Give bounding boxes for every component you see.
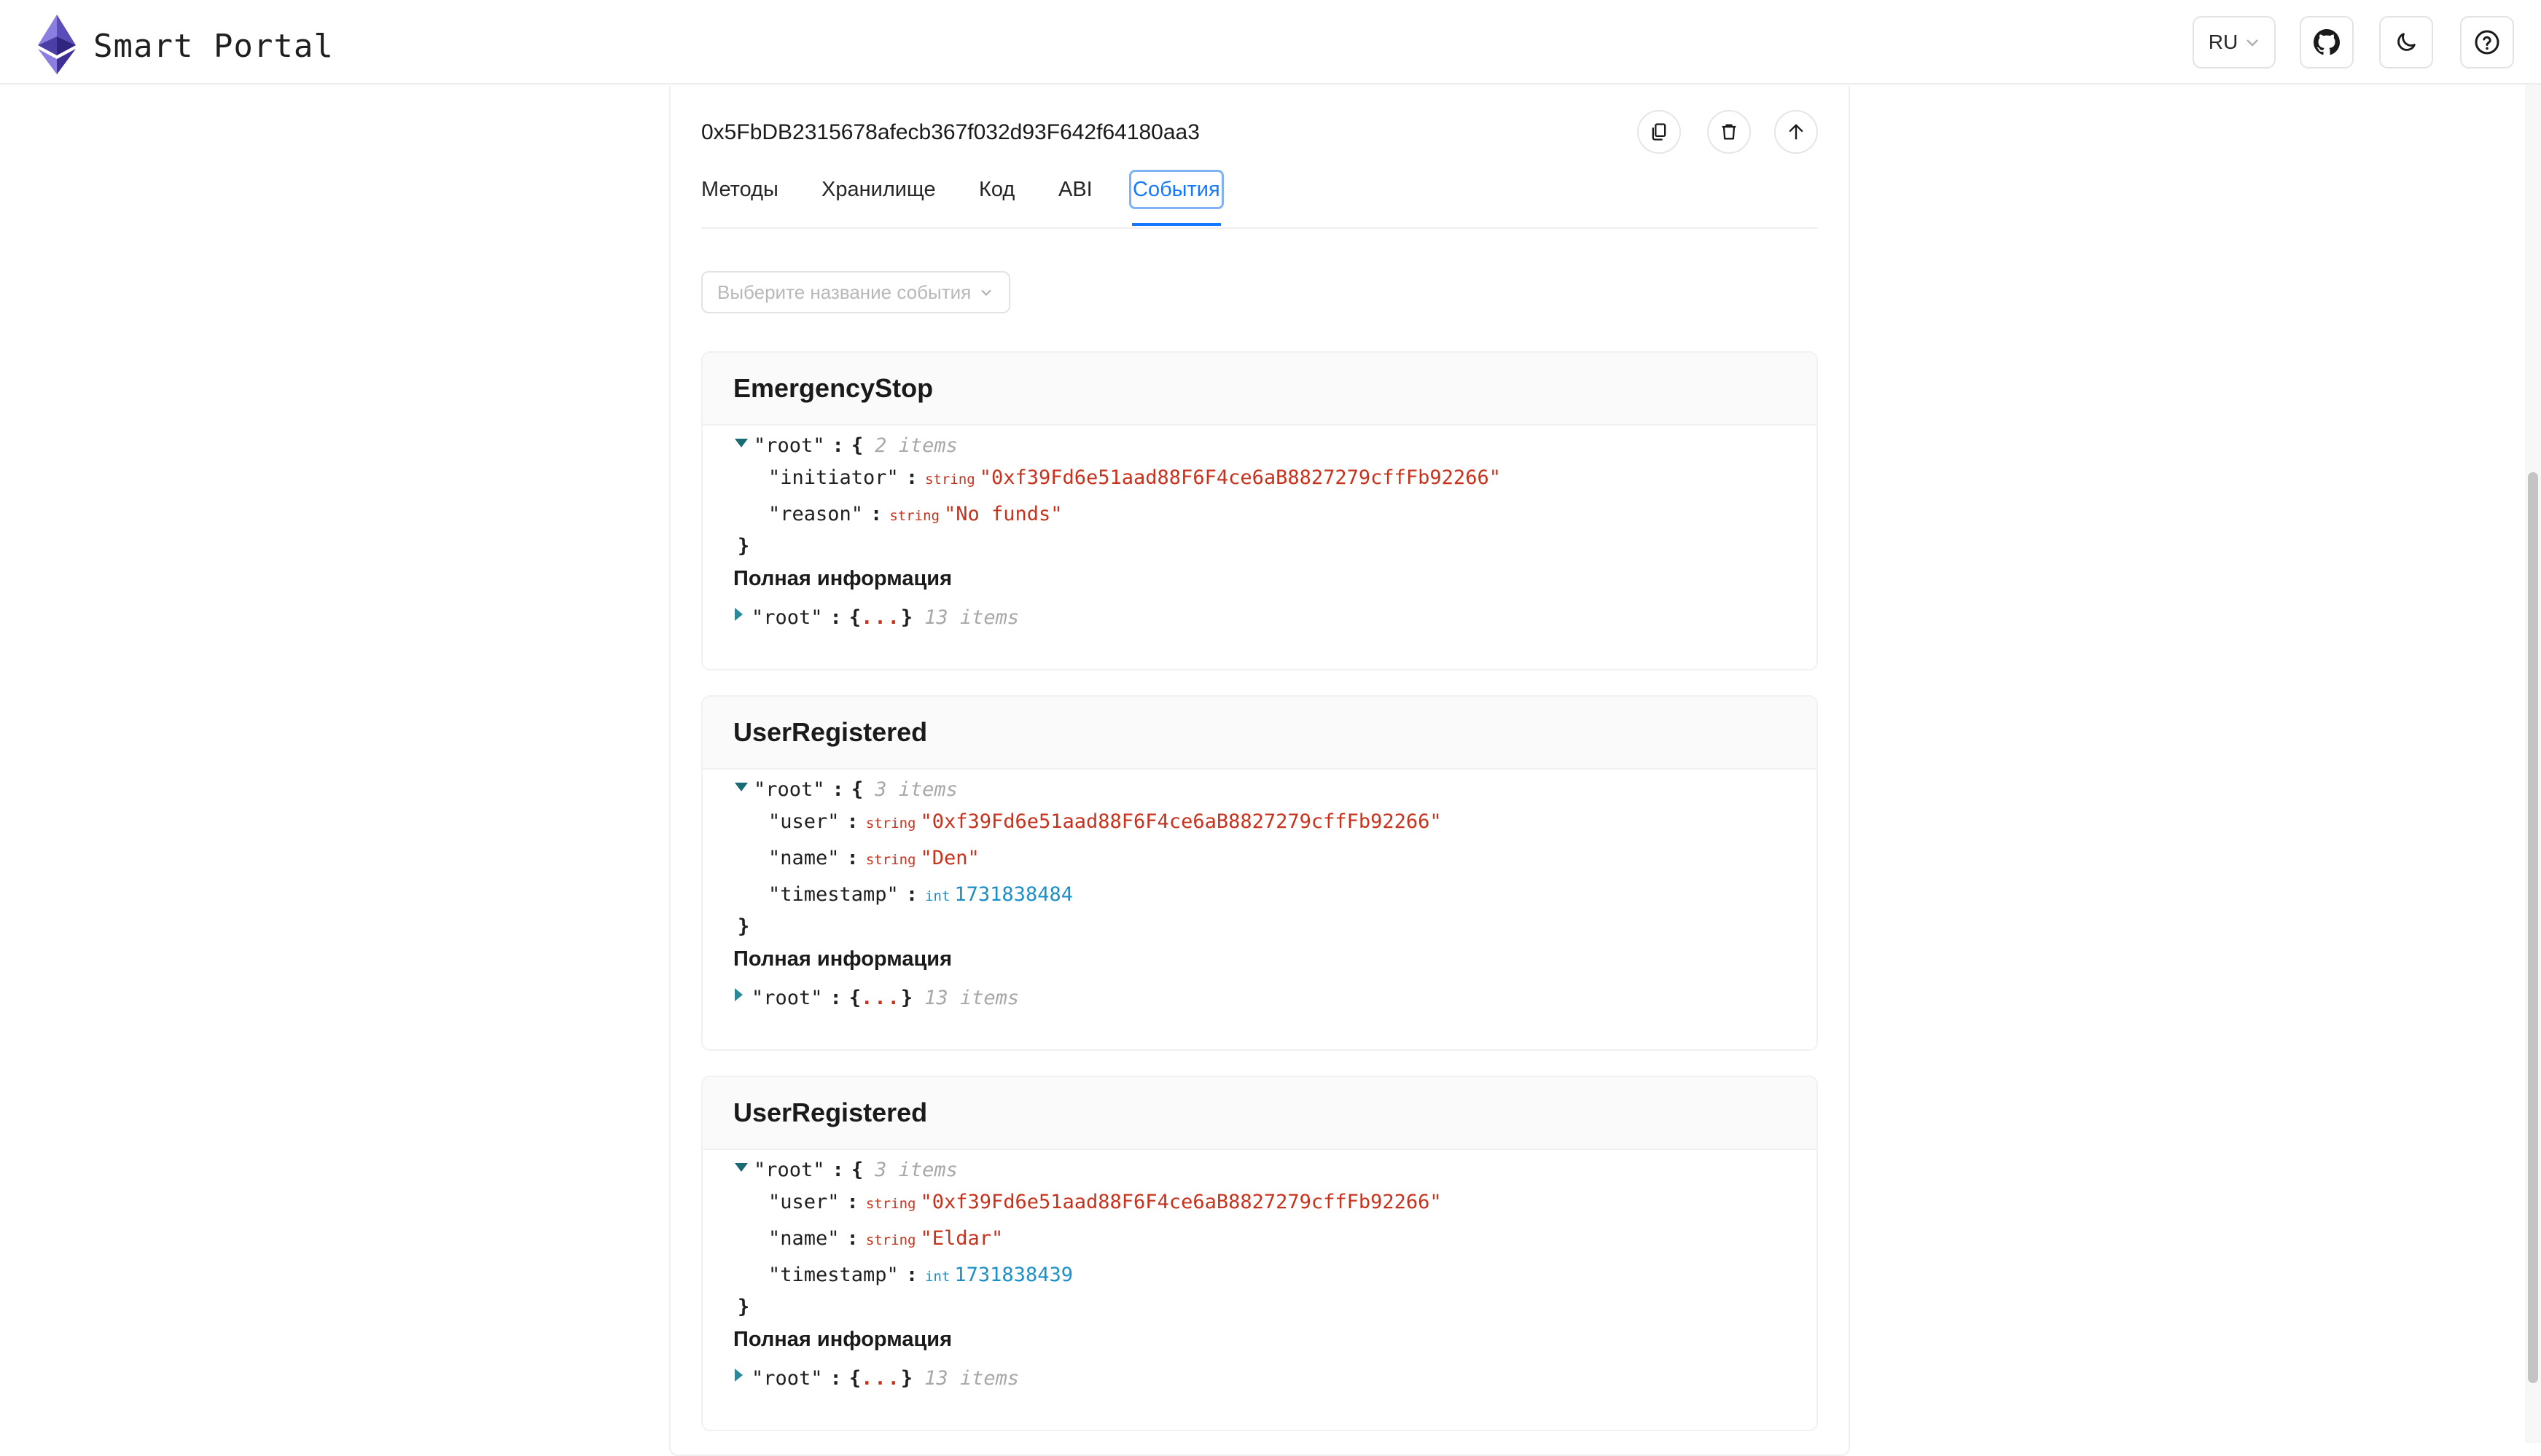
json-close-brace: }	[738, 535, 750, 557]
github-icon	[2314, 29, 2340, 55]
event-name-select[interactable]	[701, 271, 1010, 313]
json-field: "timestamp" : int 1731838484	[768, 883, 1073, 906]
json-full-root-line[interactable]: "root" : {...} 13 items	[735, 984, 1019, 1013]
moon-icon	[2394, 30, 2419, 55]
event-card	[701, 1076, 1818, 1431]
tab-events[interactable]: События	[1133, 173, 1220, 206]
chevron-down-icon	[2245, 37, 2260, 47]
theme-toggle-button[interactable]	[2379, 16, 2433, 69]
json-full-root-line[interactable]: "root" : {...} 13 items	[735, 1364, 1019, 1393]
json-root-line[interactable]: "root" : { 3 items	[735, 1156, 958, 1185]
json-field: "user" : string "0xf39Fd6e51aad88F6F4ce6aB8827279cffFb92266"	[768, 1191, 1442, 1213]
help-icon	[2474, 29, 2500, 55]
event-card	[701, 351, 1818, 670]
event-select-placeholder: Выберите название события	[717, 281, 972, 303]
scrollbar-thumb[interactable]	[2528, 472, 2538, 1383]
json-field: "timestamp" : int 1731838439	[768, 1264, 1073, 1286]
json-root-line[interactable]: "root" : { 3 items	[735, 775, 958, 805]
tab-methods[interactable]: Методы	[701, 178, 778, 201]
copy-icon	[1649, 122, 1669, 142]
json-field: "reason" : string "No funds"	[768, 503, 1063, 525]
top-bar	[0, 0, 2541, 85]
json-field: "user" : string "0xf39Fd6e51aad88F6F4ce6aB8827279cffFb92266"	[768, 810, 1442, 833]
collapse-up-button[interactable]	[1774, 110, 1818, 154]
event-title: UserRegistered	[703, 1077, 1816, 1150]
arrow-up-icon	[1786, 122, 1806, 142]
trash-icon	[1719, 122, 1739, 142]
chevron-down-icon	[980, 288, 993, 297]
event-card	[701, 695, 1818, 1051]
copy-address-button[interactable]	[1637, 110, 1681, 154]
json-root-line[interactable]: "root" : { 2 items	[735, 431, 958, 461]
full-info-label: Полная информация	[733, 1328, 953, 1351]
tab-abi[interactable]: ABI	[1058, 178, 1093, 201]
delete-contract-button[interactable]	[1707, 110, 1751, 154]
brand-title[interactable]: Smart Portal	[93, 28, 334, 65]
event-title: UserRegistered	[703, 697, 1816, 770]
ethereum-logo-icon[interactable]	[36, 15, 77, 74]
event-title: EmergencyStop	[703, 353, 1816, 426]
json-field: "name" : string "Den"	[768, 847, 980, 869]
json-close-brace: }	[738, 915, 750, 938]
language-select[interactable]	[2193, 16, 2276, 69]
expand-arrow-icon[interactable]	[735, 1369, 743, 1382]
tab-storage[interactable]: Хранилище	[821, 178, 936, 201]
collapse-arrow-icon[interactable]	[735, 783, 748, 791]
collapse-arrow-icon[interactable]	[735, 439, 748, 447]
language-value: RU	[2208, 31, 2238, 53]
json-field: "initiator" : string "0xf39Fd6e51aad88F6F4ce6aB8827279cffFb92266"	[768, 466, 1501, 489]
active-tab-indicator	[1132, 223, 1221, 226]
contract-tabs	[701, 169, 1818, 229]
json-field: "name" : string "Eldar"	[768, 1227, 1004, 1250]
expand-arrow-icon[interactable]	[735, 608, 743, 621]
json-full-root-line[interactable]: "root" : {...} 13 items	[735, 603, 1019, 633]
github-button[interactable]	[2300, 16, 2354, 69]
full-info-label: Полная информация	[733, 947, 953, 971]
json-close-brace: }	[738, 1296, 750, 1318]
help-button[interactable]	[2460, 16, 2514, 69]
tab-code[interactable]: Код	[979, 178, 1015, 201]
contract-address: 0x5FbDB2315678afecb367f032d93F642f64180aa3	[701, 120, 1200, 144]
collapse-arrow-icon[interactable]	[735, 1163, 748, 1172]
expand-arrow-icon[interactable]	[735, 988, 743, 1001]
full-info-label: Полная информация	[733, 567, 953, 590]
